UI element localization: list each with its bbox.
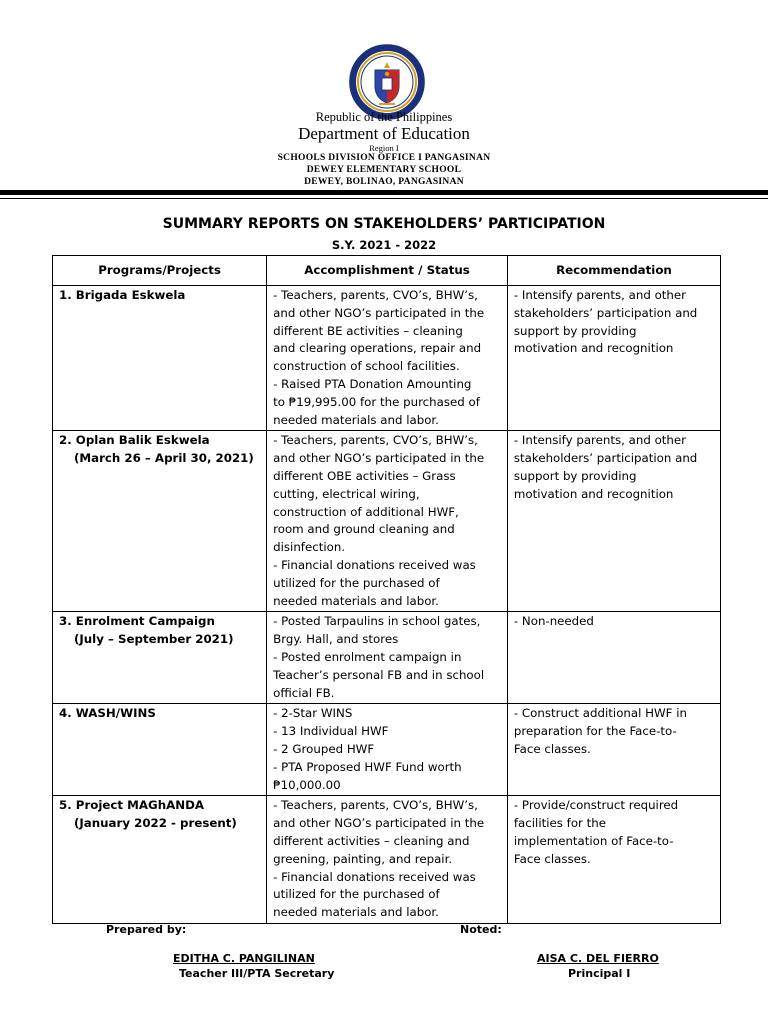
recommendation-line: Face classes.	[513, 741, 591, 756]
recommendation-line: - Provide/construct required	[513, 798, 679, 813]
recommendation-line: motivation and recognition	[513, 486, 674, 501]
program-cell	[53, 431, 267, 612]
table-row	[53, 796, 721, 924]
header-divider-thin	[0, 198, 768, 199]
accomplishment-line: - Financial donations received was	[273, 557, 476, 572]
recommendation-cell	[507, 431, 720, 612]
accomplishment-line: to ₱19,995.00 for the purchased of	[273, 394, 480, 409]
school-heading: DEWEY ELEMENTARY SCHOOL	[306, 165, 462, 175]
accomplishment-line: official FB.	[273, 685, 335, 700]
recommendation-line: preparation for the Face-to-	[513, 724, 677, 739]
recommendation-line: stakeholders’ participation and	[513, 305, 698, 320]
accomplishment-line: and other NGO’s participated in the	[273, 451, 485, 466]
deped-seal-logo	[349, 44, 425, 120]
accomplishment-line: different activities – cleaning and	[273, 833, 470, 848]
accomplishment-line: and other NGO’s participated in the	[273, 305, 485, 320]
report-table-body	[53, 286, 721, 924]
column-header: Accomplishment / Status	[267, 256, 508, 286]
recommendation-line: motivation and recognition	[513, 341, 674, 356]
department-heading: Department of Education	[298, 124, 470, 143]
accomplishment-line: - Posted Tarpaulins in school gates,	[273, 614, 481, 629]
accomplishment-line: - Financial donations received was	[273, 869, 476, 884]
accomplishment-line: - PTA Proposed HWF Fund worth	[273, 759, 462, 774]
table-header-row	[53, 256, 721, 286]
accomplishment-cell	[267, 796, 508, 924]
report-title: SUMMARY REPORTS ON STAKEHOLDERS’ PARTICIPATION	[162, 216, 606, 232]
accomplishment-line: needed materials and labor.	[273, 593, 439, 608]
accomplishment-line: - 13 Individual HWF	[273, 724, 389, 739]
accomplishment-line: construction of school facilities.	[273, 359, 460, 374]
recommendation-line: stakeholders’ participation and	[513, 451, 698, 466]
accomplishment-line: disinfection.	[273, 540, 346, 555]
school-year: S.Y. 2021 - 2022	[331, 238, 437, 252]
program-name: 4. WASH/WINS	[59, 706, 156, 721]
recommendation-line: implementation of Face-to-	[513, 833, 674, 848]
accomplishment-line: ₱10,000.00	[273, 777, 341, 792]
program-dates: (July – September 2021)	[74, 632, 234, 647]
accomplishment-line: - 2-Star WINS	[273, 706, 353, 721]
program-name: 3. Enrolment Campaign	[59, 614, 215, 629]
accomplishment-line: room and ground cleaning and	[273, 522, 455, 537]
recommendation-line: - Construct additional HWF in	[513, 706, 687, 721]
accomplishment-line: - Teachers, parents, CVO’s, BHW’s,	[273, 433, 478, 448]
recommendation-cell	[507, 612, 720, 704]
accomplishment-cell	[267, 286, 508, 431]
program-name: 5. Project MAGhANDA	[59, 798, 205, 813]
accomplishment-line: needed materials and labor.	[273, 412, 439, 427]
report-table	[52, 255, 721, 924]
accomplishment-cell	[267, 431, 508, 612]
region-heading: Region I	[369, 143, 399, 153]
accomplishment-line: and clearing operations, repair and	[273, 341, 482, 356]
accomplishment-line: construction of additional HWF,	[273, 504, 459, 519]
accomplishment-line: greening, painting, and repair.	[273, 851, 453, 866]
address-heading: DEWEY, BOLINAO, PANGASINAN	[304, 177, 464, 187]
accomplishment-line: - 2 Grouped HWF	[273, 741, 375, 756]
recommendation-cell	[507, 286, 720, 431]
preparer-name: EDITHA C. PANGILINAN	[173, 952, 315, 965]
accomplishment-line: and other NGO’s participated in the	[273, 816, 485, 831]
program-cell	[53, 704, 267, 796]
recommendation-line: - Intensify parents, and other	[513, 288, 687, 302]
accomplishment-line: utilized for the purchased of	[273, 575, 440, 590]
prepared-by-label: Prepared by:	[106, 923, 187, 936]
program-cell	[53, 796, 267, 924]
table-row	[53, 612, 721, 704]
header-divider-thick	[0, 190, 768, 195]
program-cell	[53, 286, 267, 431]
noter-position: Principal I	[568, 967, 631, 980]
accomplishment-cell	[267, 704, 508, 796]
recommendation-line: - Intensify parents, and other	[513, 433, 687, 448]
recommendation-line: - Non-needed	[513, 614, 594, 629]
preparer-position: Teacher III/PTA Secretary	[179, 967, 335, 980]
recommendation-cell	[507, 704, 720, 796]
accomplishment-cell	[267, 612, 508, 704]
table-row	[53, 431, 721, 612]
recommendation-line: support by providing	[513, 323, 637, 338]
division-heading: SCHOOLS DIVISION OFFICE I PANGASINAN	[277, 153, 491, 163]
program-name: 2. Oplan Balik Eskwela	[59, 433, 210, 448]
accomplishment-line: utilized for the purchased of	[273, 887, 440, 902]
recommendation-line: facilities for the	[513, 816, 606, 831]
table-row	[53, 286, 721, 431]
accomplishment-line: Brgy. Hall, and stores	[273, 632, 399, 647]
recommendation-line: Face classes.	[513, 851, 591, 866]
accomplishment-line: cutting, electrical wiring,	[273, 486, 420, 501]
program-dates: (January 2022 - present)	[74, 816, 237, 831]
recommendation-cell	[507, 796, 720, 924]
accomplishment-line: - Teachers, parents, CVO’s, BHW’s,	[273, 288, 478, 302]
program-cell	[53, 612, 267, 704]
accomplishment-line: - Posted enrolment campaign in	[273, 649, 462, 664]
table-row	[53, 704, 721, 796]
column-header: Recommendation	[507, 256, 720, 286]
noter-name: AISA C. DEL FIERRO	[537, 952, 659, 965]
program-name: 1. Brigada Eskwela	[59, 288, 186, 302]
recommendation-line: support by providing	[513, 468, 637, 483]
accomplishment-line: needed materials and labor.	[273, 905, 439, 920]
accomplishment-line: Teacher’s personal FB and in school	[273, 667, 485, 682]
accomplishment-line: different OBE activities – Grass	[273, 468, 456, 483]
republic-heading: Republic of the Philippines	[315, 110, 453, 124]
accomplishment-line: - Raised PTA Donation Amounting	[273, 376, 472, 391]
accomplishment-line: different BE activities – cleaning	[273, 323, 463, 338]
noted-label: Noted:	[460, 923, 502, 936]
program-dates: (March 26 – April 30, 2021)	[74, 451, 254, 466]
accomplishment-line: - Teachers, parents, CVO’s, BHW’s,	[273, 798, 478, 813]
column-header: Programs/Projects	[53, 256, 267, 286]
